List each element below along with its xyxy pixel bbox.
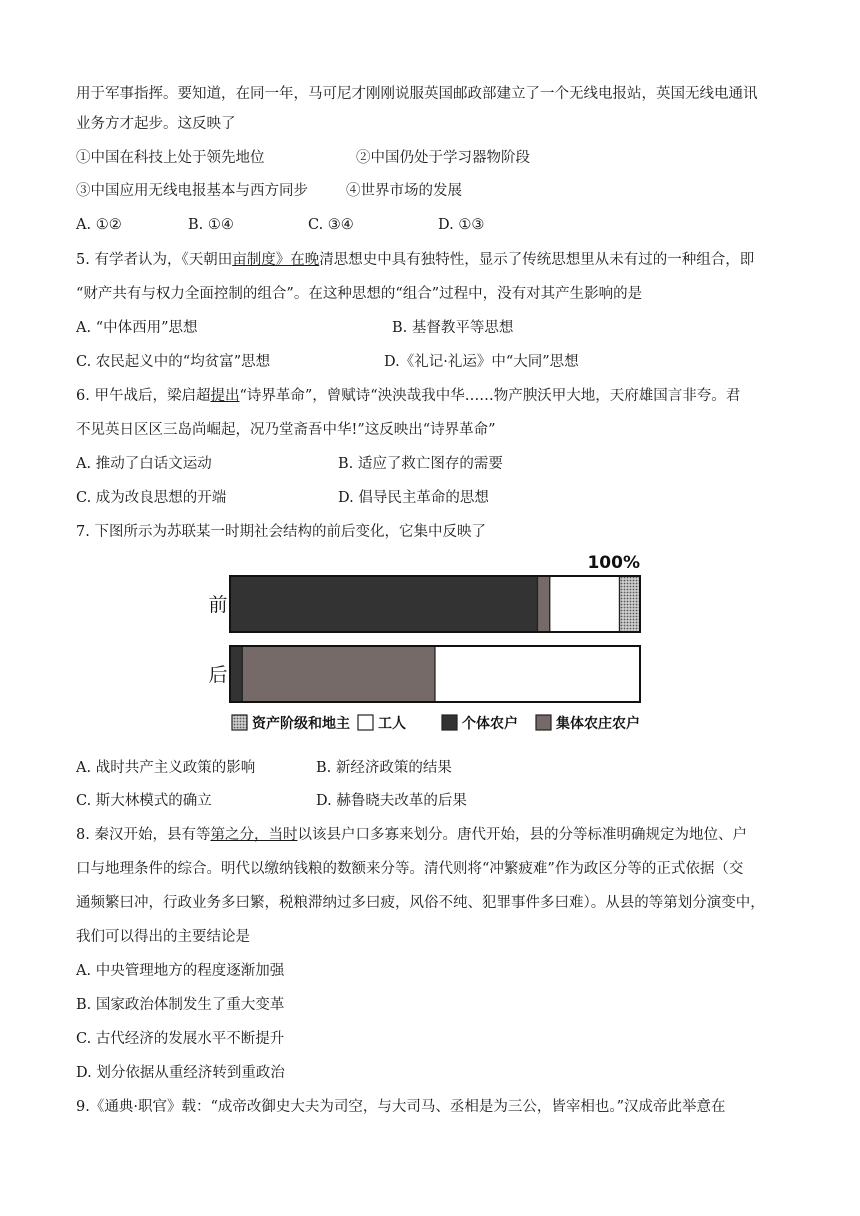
q6-option-b: B. 适应了救亡图存的需要 bbox=[338, 456, 503, 472]
bar-segment-2-2 bbox=[242, 646, 435, 702]
legend-swatch-2 bbox=[358, 715, 373, 730]
q7-option-a: A. 战时共产主义政策的影响 bbox=[76, 760, 256, 776]
category-label-2: 后 bbox=[208, 664, 228, 686]
q5-option-a: A. “中体西用”思想 bbox=[76, 320, 198, 336]
q8-stem-part2: 以该县户口多寡来划分。唐代开始，县的分等标准明确规定为地位、户 bbox=[297, 827, 747, 843]
q4-option-d: D. ①③ bbox=[438, 217, 485, 233]
q5-stem-underlined: 亩制度》在晚 bbox=[232, 252, 320, 268]
q5-option-d: D.《礼记·礼运》中“大同”思想 bbox=[384, 354, 579, 370]
q6-stem-underlined: 提出 bbox=[210, 388, 240, 404]
q4-item-4: ④世界市场的发展 bbox=[346, 183, 462, 199]
q8-stem-line1 bbox=[76, 825, 747, 845]
q9-stem: 9.《通典·职官》载：“成帝改御史大夫为司空，与大司马、丞相是为三公，皆宰相也。”汉成帝此举意在 bbox=[76, 1099, 726, 1115]
q7-stem: 7. 下图所示为苏联某一时期社会结构的前后变化，它集中反映了 bbox=[76, 524, 486, 540]
q8-option-d: D. 划分依据从重经济转到重政治 bbox=[76, 1065, 285, 1081]
q6-stem-line2: 不见英日区区三岛尚崛起，况乃堂斋吾中华!”这反映出“诗界革命” bbox=[76, 422, 496, 438]
q4-option-a: A. ①② bbox=[76, 217, 122, 233]
q4-item-2: ②中国仍处于学习器物阶段 bbox=[356, 150, 530, 166]
q5-stem-part1: 5. 有学者认为，《天朝田 bbox=[76, 252, 233, 268]
q6-stem-part2: “诗界革命”，曾赋诗“泱泱哉我中华……物产腴沃甲大地，天府雄国言非夸。君 bbox=[239, 388, 741, 404]
q5-stem-line2: “财产共有与权力全面控制的组合”。在这种思想的“组合”过程中，没有对其产生影响的是 bbox=[76, 286, 643, 302]
q5-stem-part2: 清思想史中具有独特性，显示了传统思想里从未有过的一种组合，即 bbox=[319, 252, 755, 268]
legend-swatch-3 bbox=[442, 715, 457, 730]
q4-text-line1: 用于军事指挥。要知道，在同一年，马可尼才刚刚说服英国邮政部建立了一个无线电报站，英国无线电通讯 bbox=[76, 86, 758, 102]
chart-top-label: 100% bbox=[587, 553, 640, 573]
bar-segment-2-3 bbox=[435, 646, 640, 702]
q8-stem-part1: 8. 秦汉开始，县有等 bbox=[76, 827, 211, 843]
q8-option-b: B. 国家政治体制发生了重大变革 bbox=[76, 997, 285, 1013]
q7-option-d: D. 赫鲁晓夫改革的后果 bbox=[316, 793, 467, 809]
legend-swatch-4 bbox=[536, 715, 551, 730]
q7-option-c: C. 斯大林模式的确立 bbox=[76, 793, 212, 809]
bar-segment-1-1 bbox=[230, 576, 538, 632]
q4-item-1: ①中国在科技上处于领先地位 bbox=[76, 150, 265, 166]
legend-label-4: 集体农庄农户 bbox=[556, 716, 640, 732]
q5-option-b: B. 基督教平等思想 bbox=[392, 320, 514, 336]
q4-text-line2: 业务方才起步。这反映了 bbox=[76, 116, 236, 132]
legend-swatch-1 bbox=[232, 715, 247, 730]
legend-label-1: 资产阶级和地主 bbox=[252, 716, 350, 732]
bar-segment-2-1 bbox=[230, 646, 242, 702]
q6-option-a: A. 推动了白话文运动 bbox=[76, 456, 212, 472]
q6-option-d: D. 倡导民主革命的思想 bbox=[338, 490, 489, 506]
legend-label-2: 工人 bbox=[378, 716, 406, 732]
q8-stem-line2: 口与地理条件的综合。明代以缴纳钱粮的数额来分等。清代则将“冲繁疲难”作为政区分等的正式依据（交 bbox=[76, 861, 744, 877]
q4-item-3: ③中国应用无线电报基本与西方同步 bbox=[76, 183, 308, 199]
q4-option-b: B. ①④ bbox=[188, 217, 234, 233]
q4-option-c: C. ③④ bbox=[308, 217, 354, 233]
q8-option-a: A. 中央管理地方的程度逐渐加强 bbox=[76, 963, 285, 979]
q8-stem-line3: 通频繁曰冲，行政业务多曰繁，税粮滞纳过多曰疲，风俗不纯、犯罪事件多曰难）。从县的等第划分演变中， bbox=[76, 895, 765, 911]
bar-segment-1-3 bbox=[550, 576, 620, 632]
bar-segment-1-2 bbox=[538, 576, 550, 632]
q5-option-c: C. 农民起义中的“均贫富”思想 bbox=[76, 354, 271, 370]
social-structure-chart bbox=[200, 540, 660, 740]
q5-stem-line1 bbox=[76, 250, 754, 270]
q8-stem-underlined: 第之分，当时 bbox=[210, 827, 298, 843]
q6-stem-part1: 6. 甲午战后，梁启超 bbox=[76, 388, 211, 404]
chart-bars bbox=[208, 576, 640, 702]
q8-stem-line4: 我们可以得出的主要结论是 bbox=[76, 929, 250, 945]
q6-stem-line1 bbox=[76, 386, 740, 406]
legend-label-3: 个体农户 bbox=[462, 716, 518, 732]
bar-segment-1-4 bbox=[620, 576, 641, 632]
q6-option-c: C. 成为改良思想的开端 bbox=[76, 490, 227, 506]
chart-legend bbox=[232, 715, 640, 732]
q8-option-c: C. 古代经济的发展水平不断提升 bbox=[76, 1031, 285, 1047]
q7-option-b: B. 新经济政策的结果 bbox=[316, 760, 452, 776]
category-label-1: 前 bbox=[208, 594, 228, 616]
